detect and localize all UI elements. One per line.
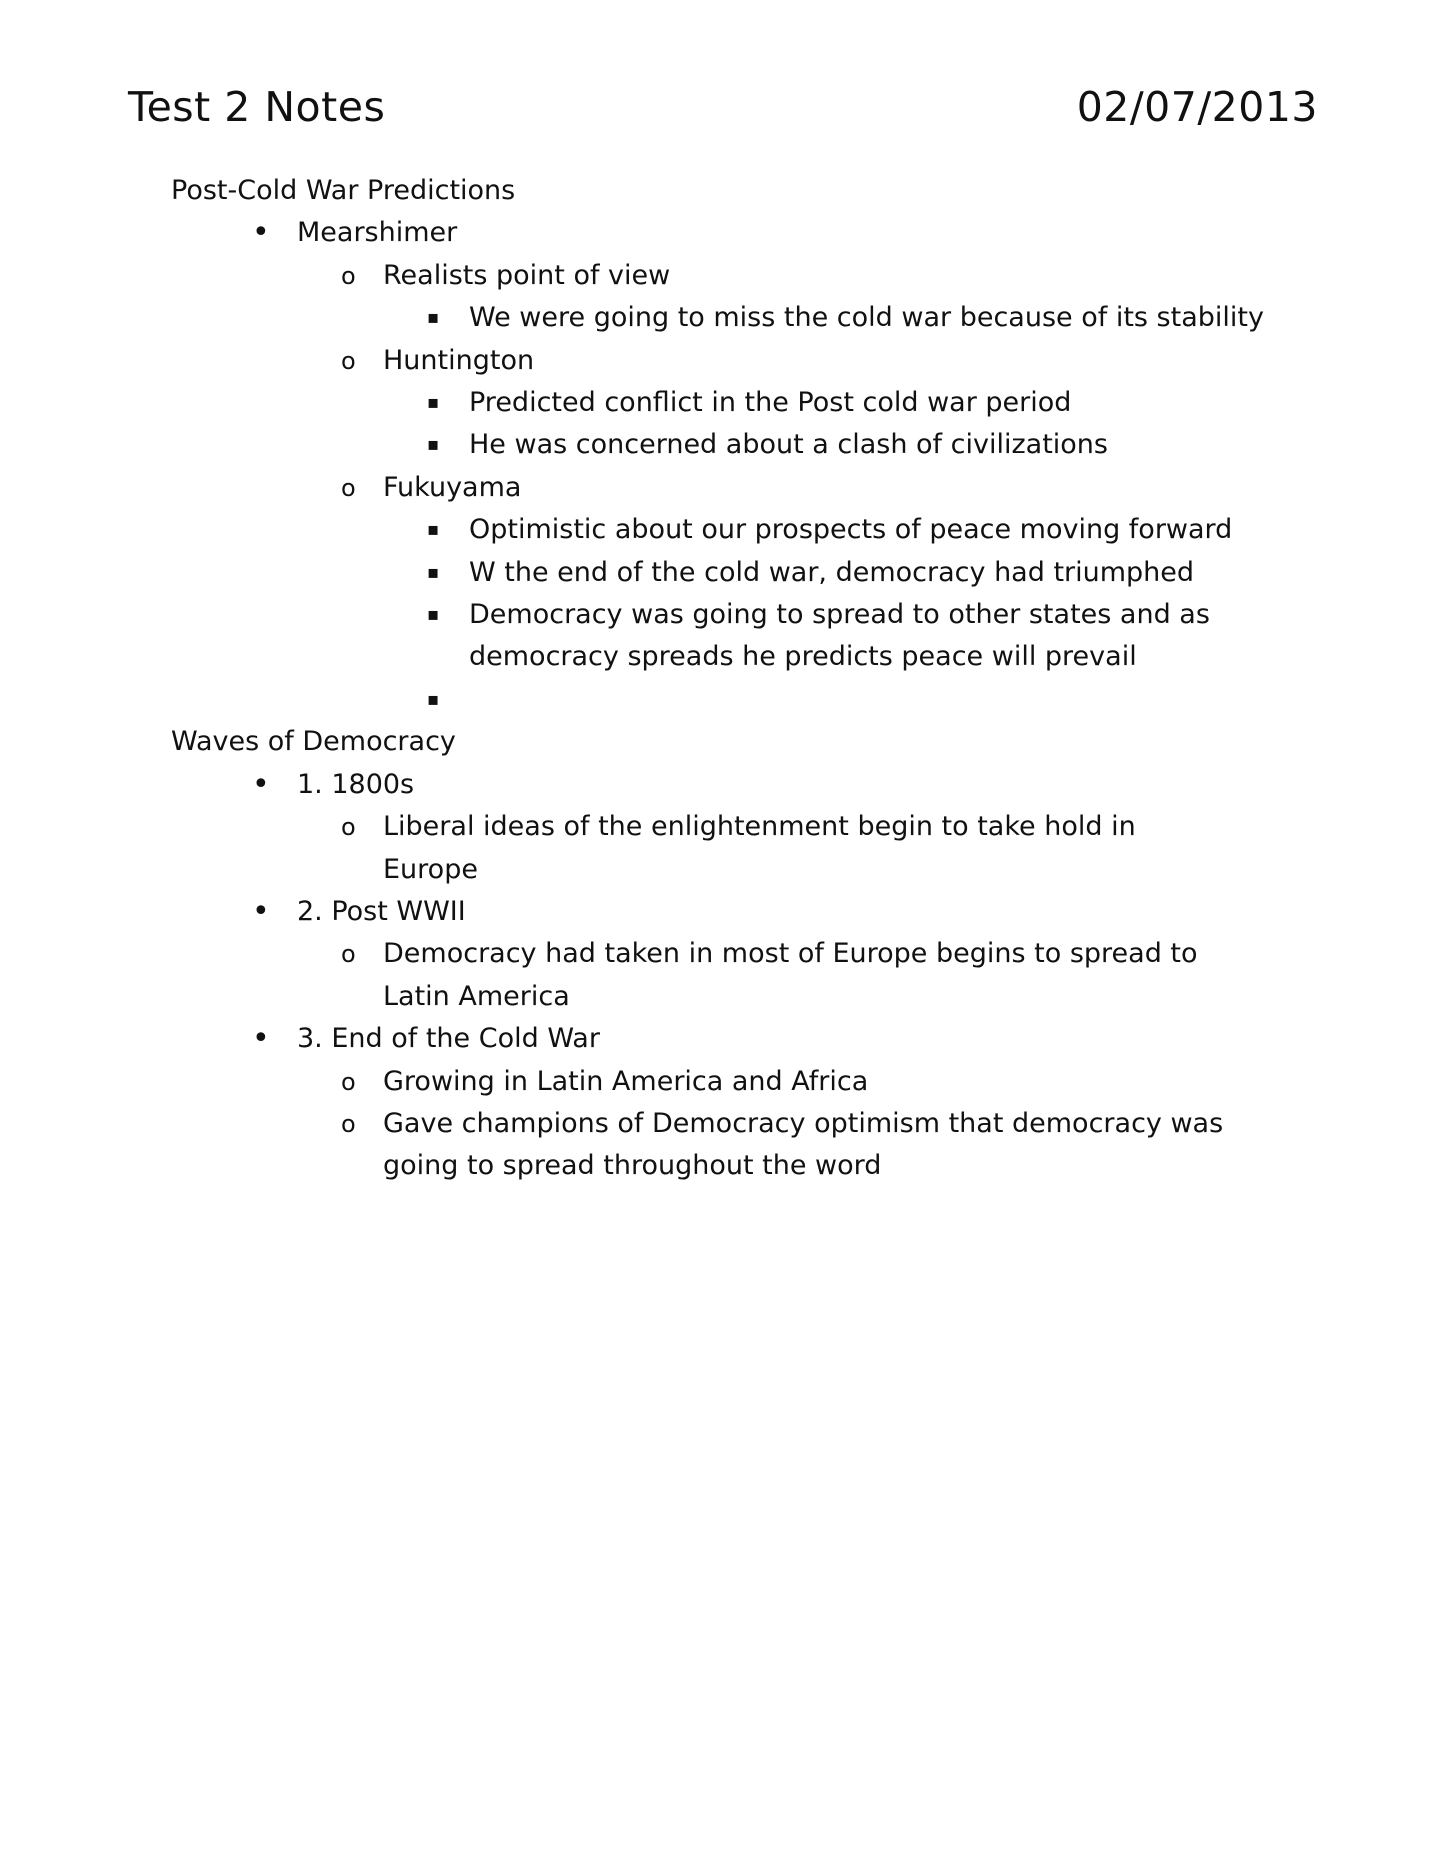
circle-bullet-icon: o (341, 473, 356, 502)
list-item-text: Realists point of view (383, 259, 671, 291)
list-item (0, 255, 1456, 297)
square-bullet-icon: ▪ (427, 519, 440, 541)
list-item (0, 340, 1456, 382)
square-bullet-icon: ▪ (427, 434, 440, 456)
circle-bullet-icon: o (341, 346, 356, 375)
list-item (0, 424, 1456, 466)
list-item (0, 382, 1456, 424)
list-item-text: 3. End of the Cold War (297, 1023, 600, 1055)
circle-bullet-icon: o (341, 813, 356, 842)
list-item (0, 933, 1456, 1018)
notes-body (0, 170, 1456, 1188)
section-heading: Waves of Democracy (171, 726, 456, 758)
list-item-text: Growing in Latin America and Africa (383, 1065, 869, 1097)
list-item (0, 1061, 1456, 1103)
list-item (0, 679, 1456, 721)
circle-bullet-icon: o (341, 1109, 356, 1138)
square-bullet-icon: ▪ (427, 392, 440, 414)
list-item (0, 552, 1456, 594)
list-item-text: Gave champions of Democracy optimism that democracy was going to spread throughout the word (383, 1107, 1224, 1182)
list-item (0, 594, 1456, 679)
disc-bullet-icon: • (252, 215, 270, 251)
list-item (0, 467, 1456, 509)
list-item-text: He was concerned about a clash of civilizations (469, 429, 1108, 461)
list-item-text (469, 679, 1289, 721)
list-item-text: Democracy had taken in most of Europe begins to spread to Latin America (383, 938, 1198, 1012)
square-bullet-icon: ▪ (427, 688, 440, 710)
list-item-text: Huntington (383, 344, 535, 376)
circle-bullet-icon: o (341, 1067, 356, 1096)
list-item-text: Democracy was going to spread to other states and as democracy spreads he predicts peace will prevail (469, 599, 1210, 673)
square-bullet-icon: ▪ (427, 307, 440, 329)
list-item-text: Liberal ideas of the enlightenment begin to take hold in Europe (383, 811, 1136, 885)
list-item (0, 1018, 1456, 1060)
page-title: Test 2 Notes (128, 83, 386, 131)
list-item (0, 1103, 1456, 1188)
list-item (0, 891, 1456, 933)
list-item-text: 1. 1800s (297, 768, 415, 800)
list-item-text: W the end of the cold war, democracy had triumphed (469, 556, 1195, 588)
list-item-text: Predicted conflict in the Post cold war period (469, 387, 1072, 419)
square-bullet-icon: ▪ (427, 561, 440, 583)
list-item-text: Fukuyama (383, 471, 522, 503)
list-item (0, 212, 1456, 254)
list-item-text: Mearshimer (297, 217, 458, 249)
disc-bullet-icon: • (252, 766, 270, 802)
list-item (0, 509, 1456, 551)
circle-bullet-icon: o (341, 940, 356, 969)
square-bullet-icon: ▪ (427, 604, 440, 626)
list-item (0, 764, 1456, 806)
page-date: 02/07/2013 (1076, 83, 1318, 131)
list-item (0, 297, 1456, 339)
list-item (0, 806, 1456, 891)
section-heading: Post-Cold War Predictions (171, 175, 516, 206)
disc-bullet-icon: • (252, 1021, 270, 1057)
list-item-text: 2. Post WWII (297, 895, 466, 927)
circle-bullet-icon: o (341, 261, 356, 290)
disc-bullet-icon: • (252, 893, 270, 929)
list-item-text: Optimistic about our prospects of peace moving forward (469, 514, 1233, 546)
list-item-text: We were going to miss the cold war because of its stability (469, 302, 1264, 334)
